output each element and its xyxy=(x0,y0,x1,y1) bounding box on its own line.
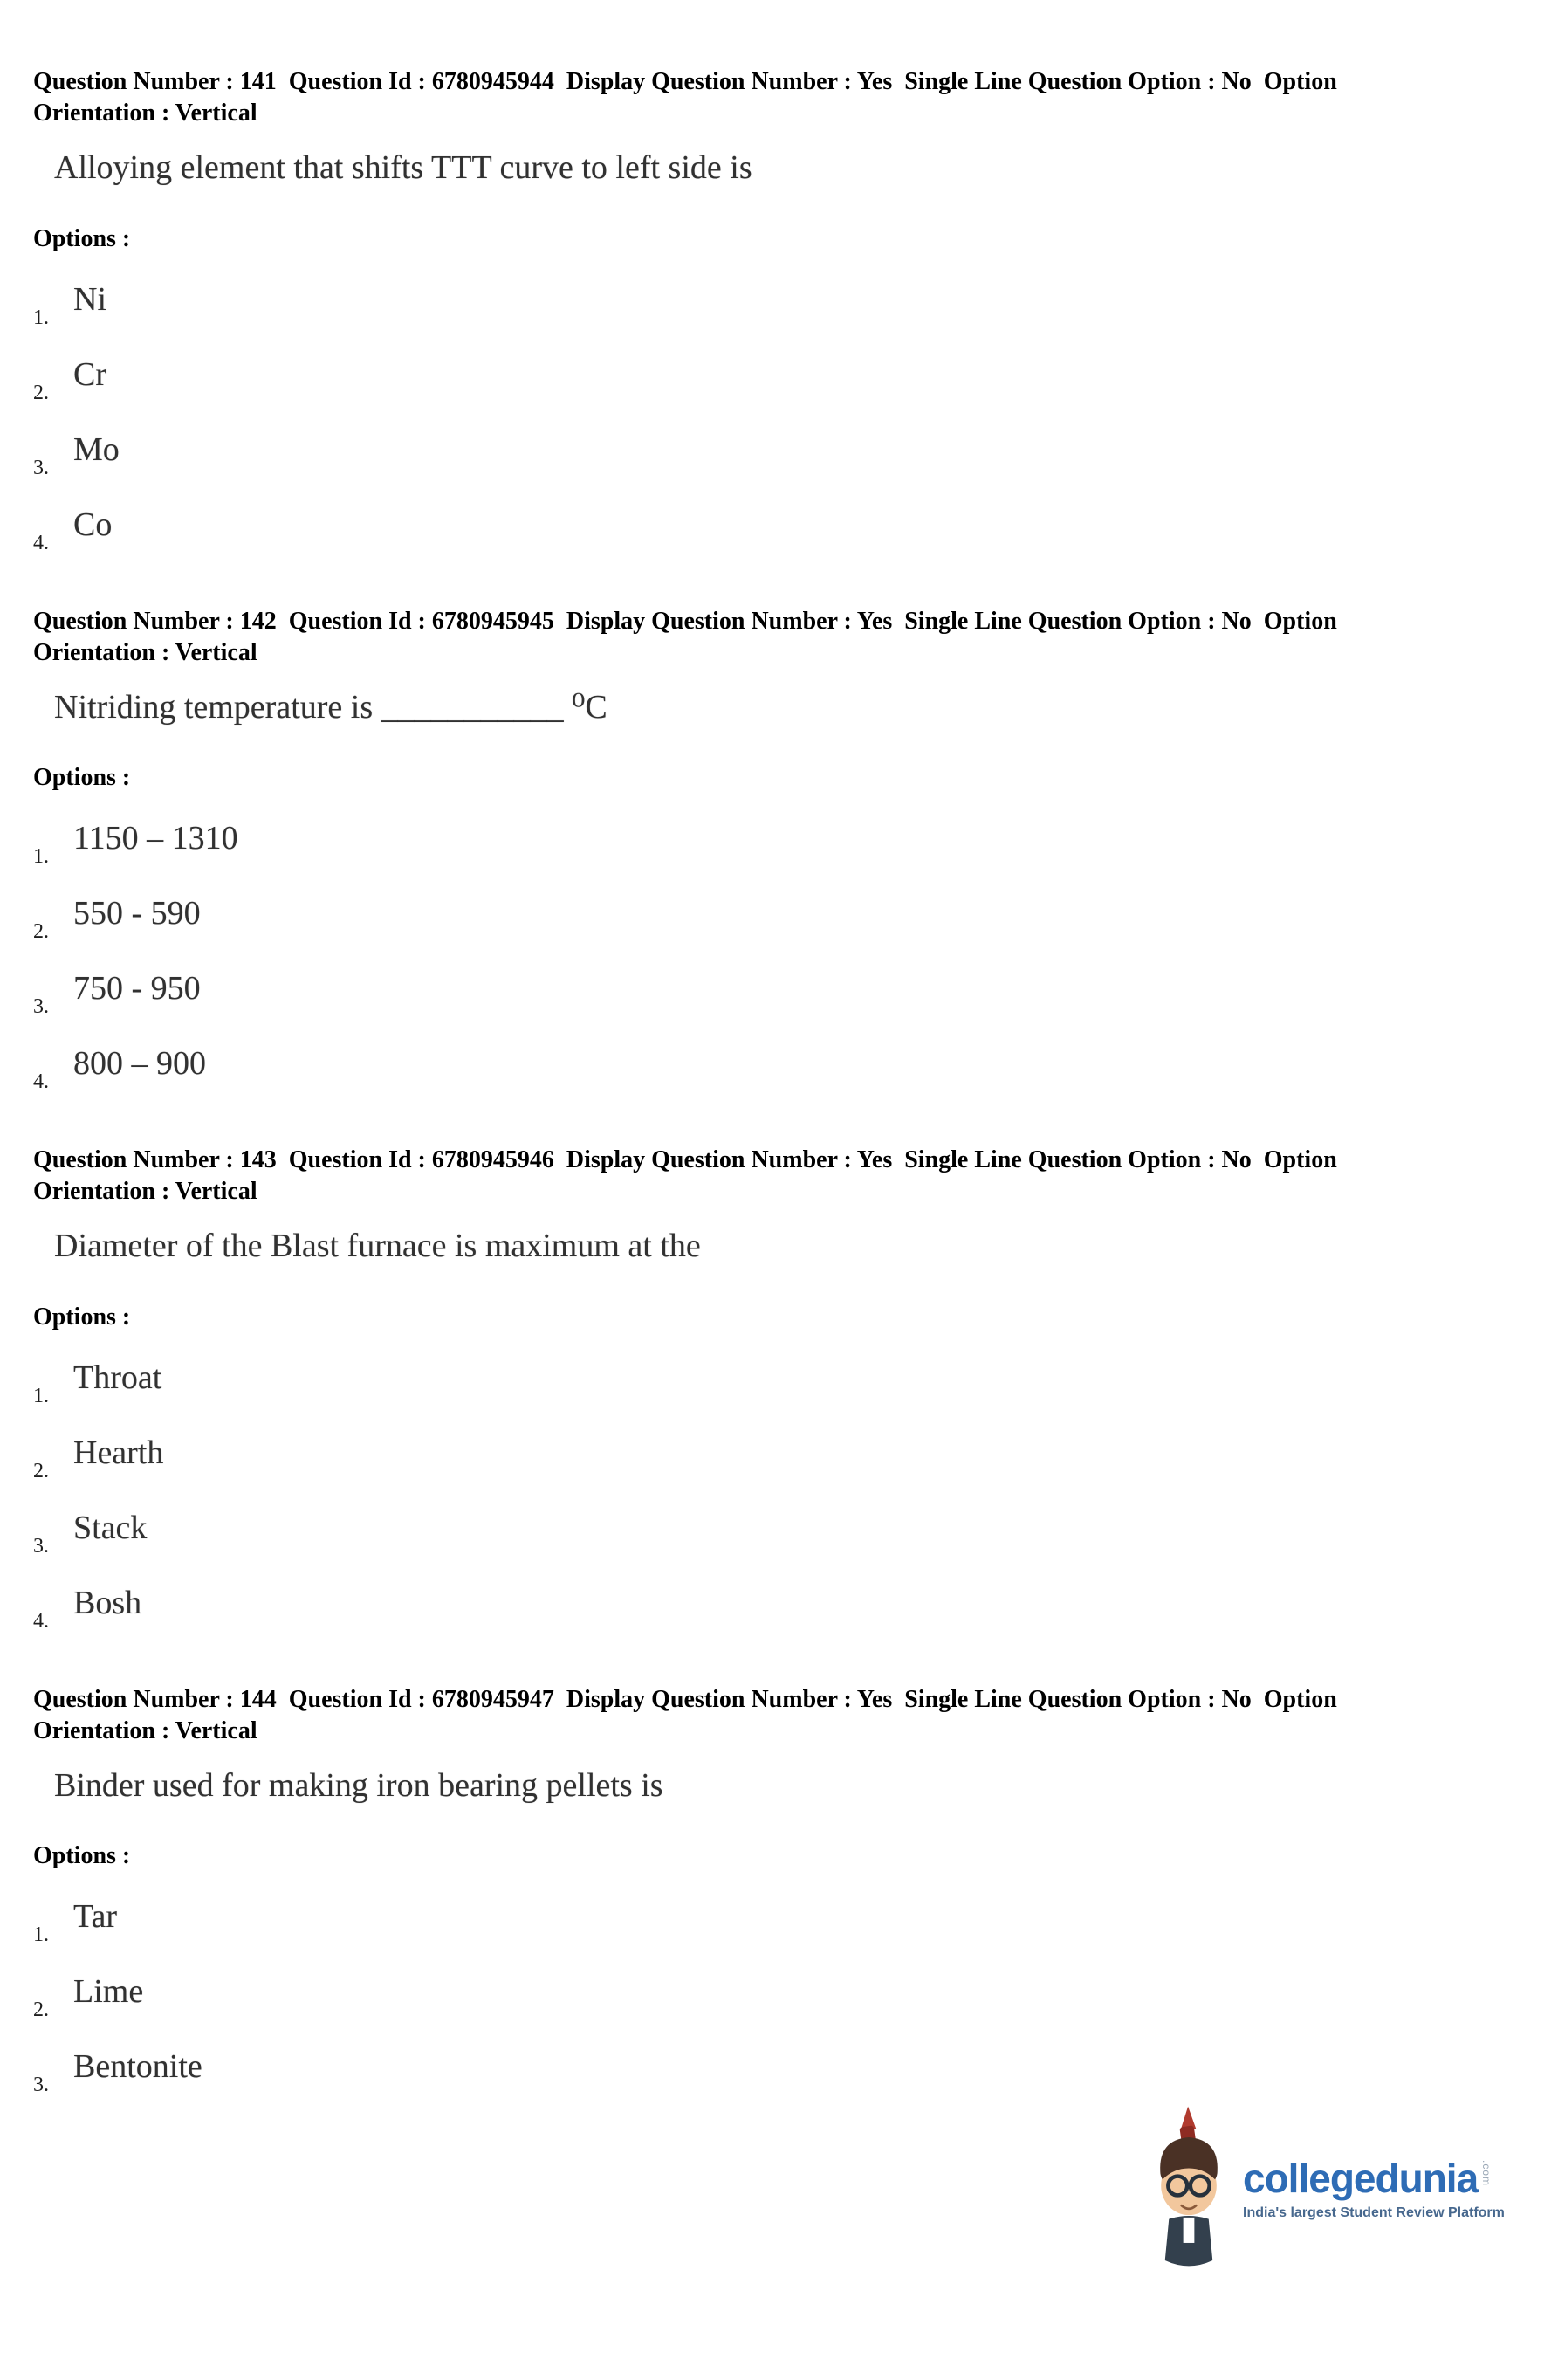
option-number: 3. xyxy=(33,1534,49,1558)
option-number: 3. xyxy=(33,2074,49,2097)
option xyxy=(33,1579,1523,1634)
option xyxy=(33,815,1523,869)
question-text: Alloying element that shifts TTT curve to left side is xyxy=(54,149,752,186)
question-block-141 xyxy=(33,66,1523,555)
option xyxy=(33,276,1523,330)
question-header-line: Question Number : 144 Question Id : 6780945947 Display Question Number : Yes Single Line Question Option : No Option xyxy=(33,1685,1337,1713)
question-header xyxy=(33,66,1523,129)
options-label: Options : xyxy=(33,764,131,792)
option xyxy=(33,426,1523,480)
question-header xyxy=(33,1145,1523,1207)
option xyxy=(33,890,1523,944)
option-text: 1150 – 1310 xyxy=(73,820,238,857)
option-text: 750 - 950 xyxy=(73,970,201,1008)
question-block-144 xyxy=(33,1684,1523,2098)
question-header xyxy=(33,1684,1523,1747)
question-header-line: Orientation : Vertical xyxy=(33,1716,257,1744)
option-text: Lime xyxy=(73,1973,144,2011)
option-number: 4. xyxy=(33,531,49,554)
options-label: Options : xyxy=(33,1842,131,1870)
option xyxy=(33,1893,1523,1947)
option-number: 1. xyxy=(33,1923,49,1947)
options-label: Options : xyxy=(33,224,131,252)
question-block-143 xyxy=(33,1145,1523,1634)
option-number: 4. xyxy=(33,1609,49,1633)
collegedunia-logo xyxy=(1145,2094,1529,2286)
question-header-line: Question Number : 143 Question Id : 6780945946 Display Question Number : Yes Single Line Question Option : No Option xyxy=(33,1146,1337,1174)
option xyxy=(33,965,1523,1019)
option-number: 2. xyxy=(33,1998,49,2022)
brand-suffix: .com xyxy=(1480,2160,1493,2187)
option xyxy=(33,501,1523,555)
option-number: 1. xyxy=(33,1384,49,1407)
option-text: Throat xyxy=(73,1359,162,1396)
question-header-line: Question Number : 141 Question Id : 6780945944 Display Question Number : Yes Single Line Question Option : No Option xyxy=(33,68,1337,95)
option-number: 1. xyxy=(33,845,49,869)
option xyxy=(33,1429,1523,1483)
option-text: 800 – 900 xyxy=(73,1045,206,1083)
option-number: 2. xyxy=(33,1459,49,1482)
option-text: Ni xyxy=(73,280,106,318)
question-header xyxy=(33,606,1523,669)
option xyxy=(33,2043,1523,2097)
option-text: Mo xyxy=(73,430,120,468)
option-text: Bentonite xyxy=(73,2048,202,2086)
brand-name: collegedunia xyxy=(1243,2156,1479,2201)
option-number: 2. xyxy=(33,381,49,404)
option-number: 4. xyxy=(33,1070,49,1094)
option-number: 3. xyxy=(33,456,49,479)
option-text: 550 - 590 xyxy=(73,895,201,932)
option-text: Cr xyxy=(73,355,106,393)
option xyxy=(33,1504,1523,1558)
option xyxy=(33,351,1523,405)
logo-text xyxy=(1243,2158,1505,2221)
question-header-line: Orientation : Vertical xyxy=(33,638,257,666)
question-block-142 xyxy=(33,606,1523,1095)
option-text: Bosh xyxy=(73,1584,142,1621)
option xyxy=(33,1354,1523,1408)
question-header-line: Orientation : Vertical xyxy=(33,100,257,127)
option-number: 2. xyxy=(33,920,49,944)
question-text: Nitriding temperature is ___________ ⁰C xyxy=(54,688,607,726)
option-text: Co xyxy=(73,506,113,543)
option-text: Hearth xyxy=(73,1434,164,1471)
collegedunia-mascot-icon xyxy=(1145,2101,1232,2280)
brand-tagline: India's largest Student Review Platform xyxy=(1243,2205,1505,2220)
option-number: 3. xyxy=(33,995,49,1019)
question-text: Diameter of the Blast furnace is maximum at the xyxy=(54,1228,701,1265)
question-header-line: Question Number : 142 Question Id : 6780945945 Display Question Number : Yes Single Line Question Option : No Option xyxy=(33,607,1337,635)
option-number: 1. xyxy=(33,306,49,329)
question-header-line: Orientation : Vertical xyxy=(33,1178,257,1206)
option xyxy=(33,1040,1523,1094)
question-text: Binder used for making iron bearing pellets is xyxy=(54,1766,663,1804)
option xyxy=(33,1968,1523,2022)
option-text: Stack xyxy=(73,1509,148,1546)
options-label: Options : xyxy=(33,1303,131,1331)
option-text: Tar xyxy=(73,1898,118,1936)
